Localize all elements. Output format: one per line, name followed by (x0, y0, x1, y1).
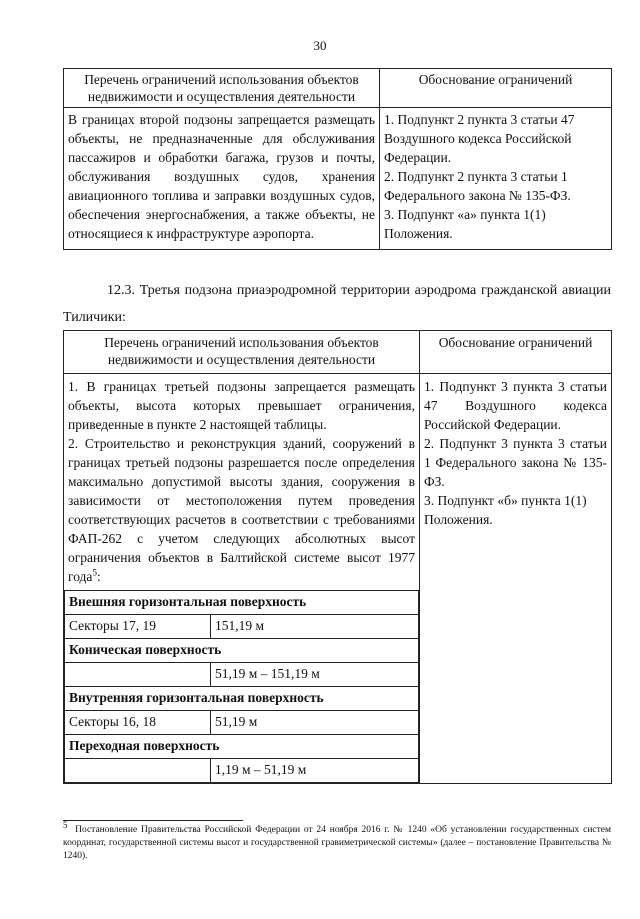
surface-sector (65, 663, 211, 687)
table2-justification-item: 2. Подпункт 3 пункта 3 статьи 1 Федерального закона № 135-ФЗ. (424, 436, 607, 489)
table2-justification-item: 3. Подпункт «б» пункта 1(1) Положения. (424, 493, 587, 527)
table2-header-restrictions: Перечень ограничений использования объектов недвижимости и осуществления деятельности (64, 331, 420, 374)
table1-justification-cell (380, 108, 612, 250)
surface-height: 1,19 м – 51,19 м (211, 759, 419, 783)
height-limits-table (64, 590, 419, 783)
footnote-text: Постановление Правительства Российской Федерации от 24 ноября 2016 г. № 1240 «Об установлении государственных систем координат, государственной системы высот и государственной гравиметрической системы» (далее – постановление Правительства № 1240). (63, 825, 611, 861)
table1-restriction-text: В границах второй подзоны запрещается размещать объекты, не предназначенные для обслуживания пассажиров и обработки багажа, грузов и почты, обслуживания воздушных судов, хранения авиационного топлива и заправки воздушных судов, обеспечения энергоснабжения, а также объекты, не относящиеся к инфраструктуре аэропорта. (64, 108, 380, 250)
surface-sector: Секторы 16, 18 (65, 711, 211, 735)
surface-sector: Секторы 17, 19 (65, 615, 211, 639)
footnote-divider (63, 820, 243, 821)
surface-sector (65, 759, 211, 783)
surface-height: 51,19 м – 151,19 м (211, 663, 419, 687)
footnote-mark: 5 (63, 819, 68, 830)
restrictions-table-subzone-2 (63, 68, 612, 250)
table2-restriction-item-1: 1. В границах третьей подзоны запрещается размещать объекты, высота которых превышает ограничения, приведенные в пункте 2 настоящей таблицы. (68, 379, 415, 432)
table2-restriction-item-2: 2. Строительство и реконструкция зданий, сооружений в границах третьей подзоны разрешается после определения максимально допустимой высоты здания, сооружения в зависимости от местоположения путем проведения соответствующих расчетов в соответствии с требованиями ФАП-262 с учетом следующих абсолютных высот ограничения объектов в Балтийской системе высот 1977 года$^5$: (68, 436, 415, 584)
surface-title: Коническая поверхность (65, 639, 419, 663)
surface-height: 51,19 м (211, 711, 419, 735)
table1-header-restrictions: Перечень ограничений использования объектов недвижимости и осуществления деятельности (64, 69, 380, 108)
table2-justification-item: 1. Подпункт 3 пункта 3 статьи 47 Воздушного кодекса Российской Федерации. (424, 379, 607, 432)
table2-restriction-cell (64, 374, 420, 784)
table2-header-justification: Обоснование ограничений (420, 331, 612, 374)
surface-title: Внешняя горизонтальная поверхность (65, 591, 419, 615)
restrictions-table-subzone-3 (63, 330, 612, 784)
footnote (63, 819, 611, 863)
section-12-3-heading: 12.3. Третья подзона приаэродромной территории аэродрома гражданской авиации Тиличики: (63, 283, 611, 325)
surface-title: Переходная поверхность (65, 735, 419, 759)
table1-justification-item: 3. Подпункт «а» пункта 1(1) Положения. (384, 207, 546, 241)
table1-header-justification: Обоснование ограничений (380, 69, 612, 108)
page-number: 30 (313, 38, 327, 53)
surface-height: 151,19 м (211, 615, 419, 639)
table1-justification-item: 2. Подпункт 2 пункта 3 статьи 1 Федерального закона № 135-ФЗ. (384, 169, 571, 203)
footnote-ref: 5 (92, 567, 97, 578)
table1-justification-item: 1. Подпункт 2 пункта 3 статьи 47 Воздушного кодекса Российской Федерации. (384, 112, 575, 165)
surface-title: Внутренняя горизонтальная поверхность (65, 687, 419, 711)
table2-justification-cell (420, 374, 612, 784)
